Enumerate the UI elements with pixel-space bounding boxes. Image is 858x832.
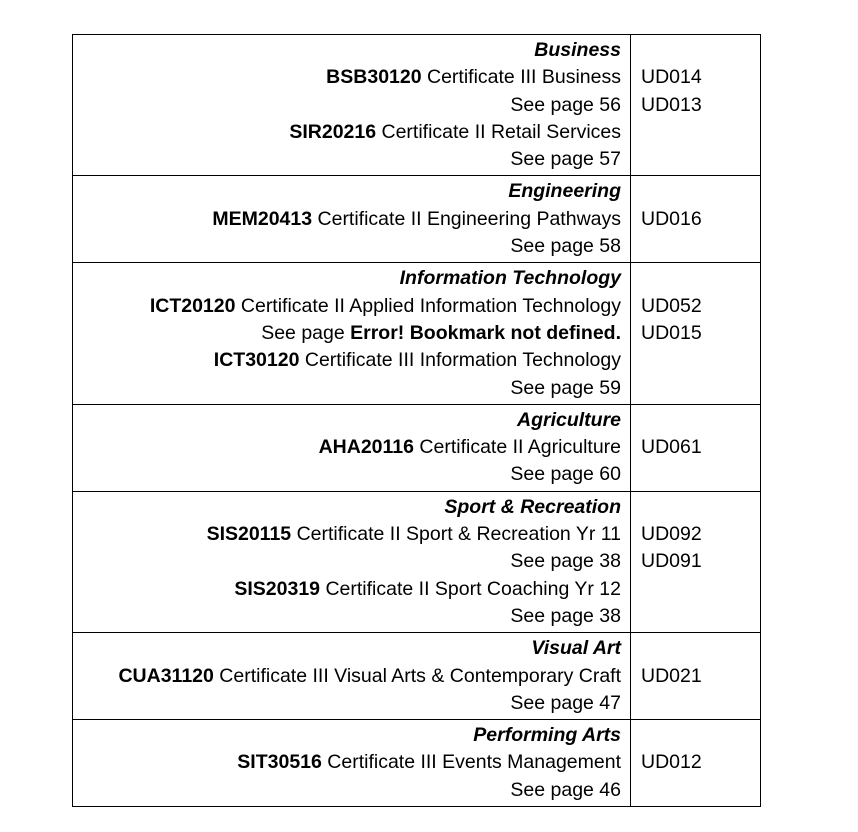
course-code: ICT20120 (149, 294, 236, 317)
course-title: Certificate III Business (421, 66, 621, 89)
course-line (77, 119, 621, 146)
unit-code: UD013 (641, 93, 702, 116)
course-line (77, 749, 621, 776)
section-visual-art (73, 633, 761, 720)
unit-code: UD052 (641, 294, 702, 317)
unit-code: UD015 (641, 321, 702, 344)
section-engineering (73, 176, 761, 263)
course-title: Certificate II Engineering Pathways (312, 207, 621, 230)
course-title: Certificate III Information Technology (299, 349, 621, 372)
course-line (77, 576, 621, 603)
course-line (77, 347, 621, 374)
course-code: BSB30120 (326, 66, 422, 89)
course-line (77, 206, 621, 233)
unit-code: UD091 (641, 550, 702, 573)
unit-code: UD016 (641, 207, 702, 230)
course-code: SIR20216 (289, 120, 377, 143)
bookmark-error: Error! Bookmark not defined. (350, 321, 621, 344)
course-code: SIT30516 (237, 751, 322, 774)
unit-code-cell (631, 35, 761, 176)
unit-code: UD021 (641, 664, 702, 687)
section-heading: Business (534, 39, 621, 61)
section-information-technology (73, 263, 761, 404)
course-table (72, 34, 761, 807)
course-code: AHA20116 (318, 436, 414, 459)
section-description (73, 404, 631, 491)
course-line (77, 521, 621, 548)
course-line (77, 64, 621, 91)
see-page-ref: See page 57 (510, 148, 621, 171)
see-page-ref: See page 59 (510, 376, 621, 399)
course-code: MEM20413 (212, 207, 313, 230)
see-page-ref: See page 56 (510, 93, 621, 116)
section-agriculture (73, 404, 761, 491)
unit-code-cell (631, 404, 761, 491)
course-line (77, 434, 621, 461)
section-heading: Information Technology (399, 267, 621, 290)
course-title: Certificate III Visual Arts & Contemporary Craft (213, 664, 621, 687)
unit-code-cell (631, 263, 761, 404)
see-page-ref: See page 38 (510, 604, 621, 627)
section-description (73, 720, 631, 807)
see-page-ref: See page 46 (510, 778, 621, 801)
course-title: Certificate II Agriculture (414, 436, 621, 459)
course-title: Certificate II Sport & Recreation Yr 11 (291, 523, 621, 546)
section-description (73, 491, 631, 632)
course-title: Certificate II Sport Coaching Yr 12 (320, 577, 621, 600)
unit-code-cell (631, 491, 761, 632)
section-description (73, 633, 631, 720)
course-line (77, 293, 621, 320)
section-business (73, 35, 761, 176)
section-heading: Performing Arts (473, 724, 621, 747)
section-description (73, 263, 631, 404)
unit-code: UD014 (641, 66, 702, 89)
section-description (73, 176, 631, 263)
section-heading: Engineering (508, 180, 621, 203)
see-page-ref: See page 38 (510, 550, 621, 573)
course-title: Certificate II Retail Services (376, 120, 621, 143)
section-sport-recreation (73, 491, 761, 632)
course-code: SIS20319 (234, 577, 321, 600)
section-heading: Visual Art (531, 637, 621, 660)
see-page-ref: See page 47 (510, 691, 621, 714)
course-code: CUA31120 (118, 664, 214, 687)
section-heading: Sport & Recreation (444, 495, 621, 518)
section-description (73, 35, 631, 176)
course-line (77, 663, 621, 690)
unit-code: UD012 (641, 751, 702, 774)
course-title: Certificate III Events Management (321, 751, 621, 774)
see-page-ref: See page 58 (510, 235, 621, 258)
see-page-ref: See page 60 (510, 463, 621, 486)
section-performing-arts (73, 720, 761, 807)
unit-code-cell (631, 633, 761, 720)
unit-code: UD092 (641, 523, 702, 546)
section-heading: Agriculture (516, 408, 621, 431)
course-code: ICT30120 (213, 349, 300, 372)
unit-code: UD061 (641, 436, 702, 459)
unit-code-cell (631, 720, 761, 807)
course-code: SIS20115 (206, 523, 292, 546)
course-title: Certificate II Applied Information Technology (235, 294, 621, 317)
see-page-ref (77, 320, 621, 347)
unit-code-cell (631, 176, 761, 263)
see-page-prefix: See page (261, 321, 351, 344)
